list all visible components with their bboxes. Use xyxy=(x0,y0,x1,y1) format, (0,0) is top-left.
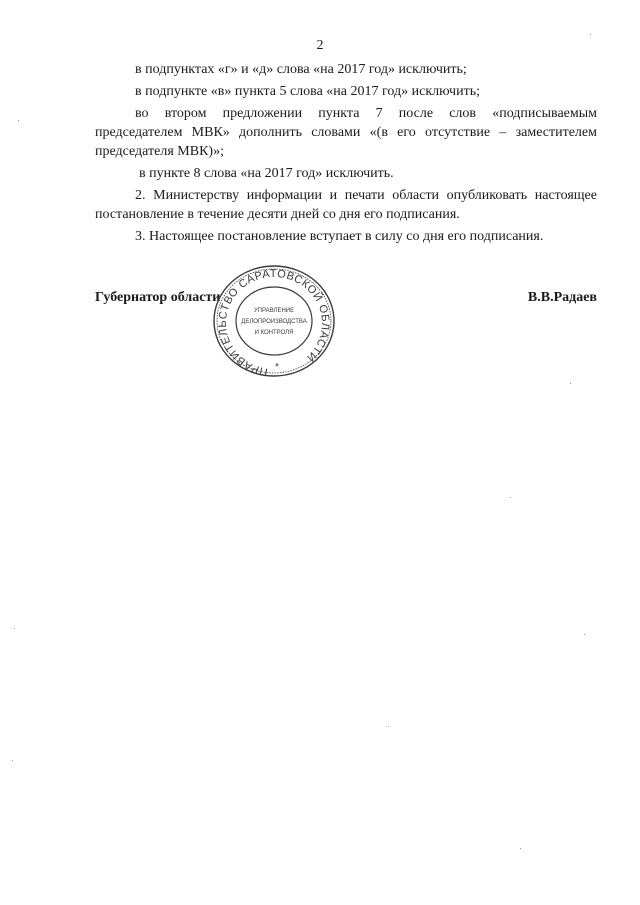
official-seal-stamp xyxy=(210,262,338,380)
scan-speck xyxy=(12,760,13,761)
scan-speck xyxy=(584,634,585,635)
paragraph-4: в пункте 8 слова «на 2017 год» исключить. xyxy=(139,166,394,181)
paragraph-1: в подпунктах «г» и «д» слова «на 2017 год» исключить; xyxy=(135,62,467,77)
paragraph-6: 3. Настоящее постановление вступает в силу со дня его подписания. xyxy=(135,229,544,244)
stamp-ring-text: ПРАВИТЕЛЬСТВО САРАТОВСКОЙ ОБЛАСТИ xyxy=(216,267,332,378)
scan-speck xyxy=(590,34,591,35)
scan-speck xyxy=(14,628,15,629)
page-number: 2 xyxy=(316,38,324,53)
signatory-position: Губернатор области xyxy=(95,290,221,305)
stamp-inner-line-2: ДЕЛОПРОИЗВОДСТВА xyxy=(241,319,307,325)
scan-speck xyxy=(570,383,571,384)
stamp-inner-text xyxy=(241,308,306,336)
paragraph-2: в подпункте «в» пункта 5 слова «на 2017 год» исключить; xyxy=(135,84,480,99)
stamp-star: * xyxy=(275,362,279,373)
scan-speck xyxy=(510,497,511,498)
signature-block xyxy=(95,290,597,306)
signatory-name: В.В.Радаев xyxy=(527,290,597,305)
stamp-inner-line-3: И КОНТРОЛЯ xyxy=(254,330,294,336)
paragraph-5: 2. Министерству информации и печати области опубликовать настоящее постановление в течение десяти дней со дня его подписания. xyxy=(95,188,597,222)
scan-speck xyxy=(18,120,19,121)
scan-speck xyxy=(520,848,521,849)
stamp-inner-line-1: УПРАВЛЕНИЕ xyxy=(253,308,295,314)
document-body xyxy=(95,60,597,249)
scan-speck xyxy=(388,726,389,727)
paragraph-3: во втором предложении пункта 7 после слов «подписываемым председателем МВК» дополнить словами «(в его отсутствие – заместителем председателя МВК)»; xyxy=(95,106,597,159)
